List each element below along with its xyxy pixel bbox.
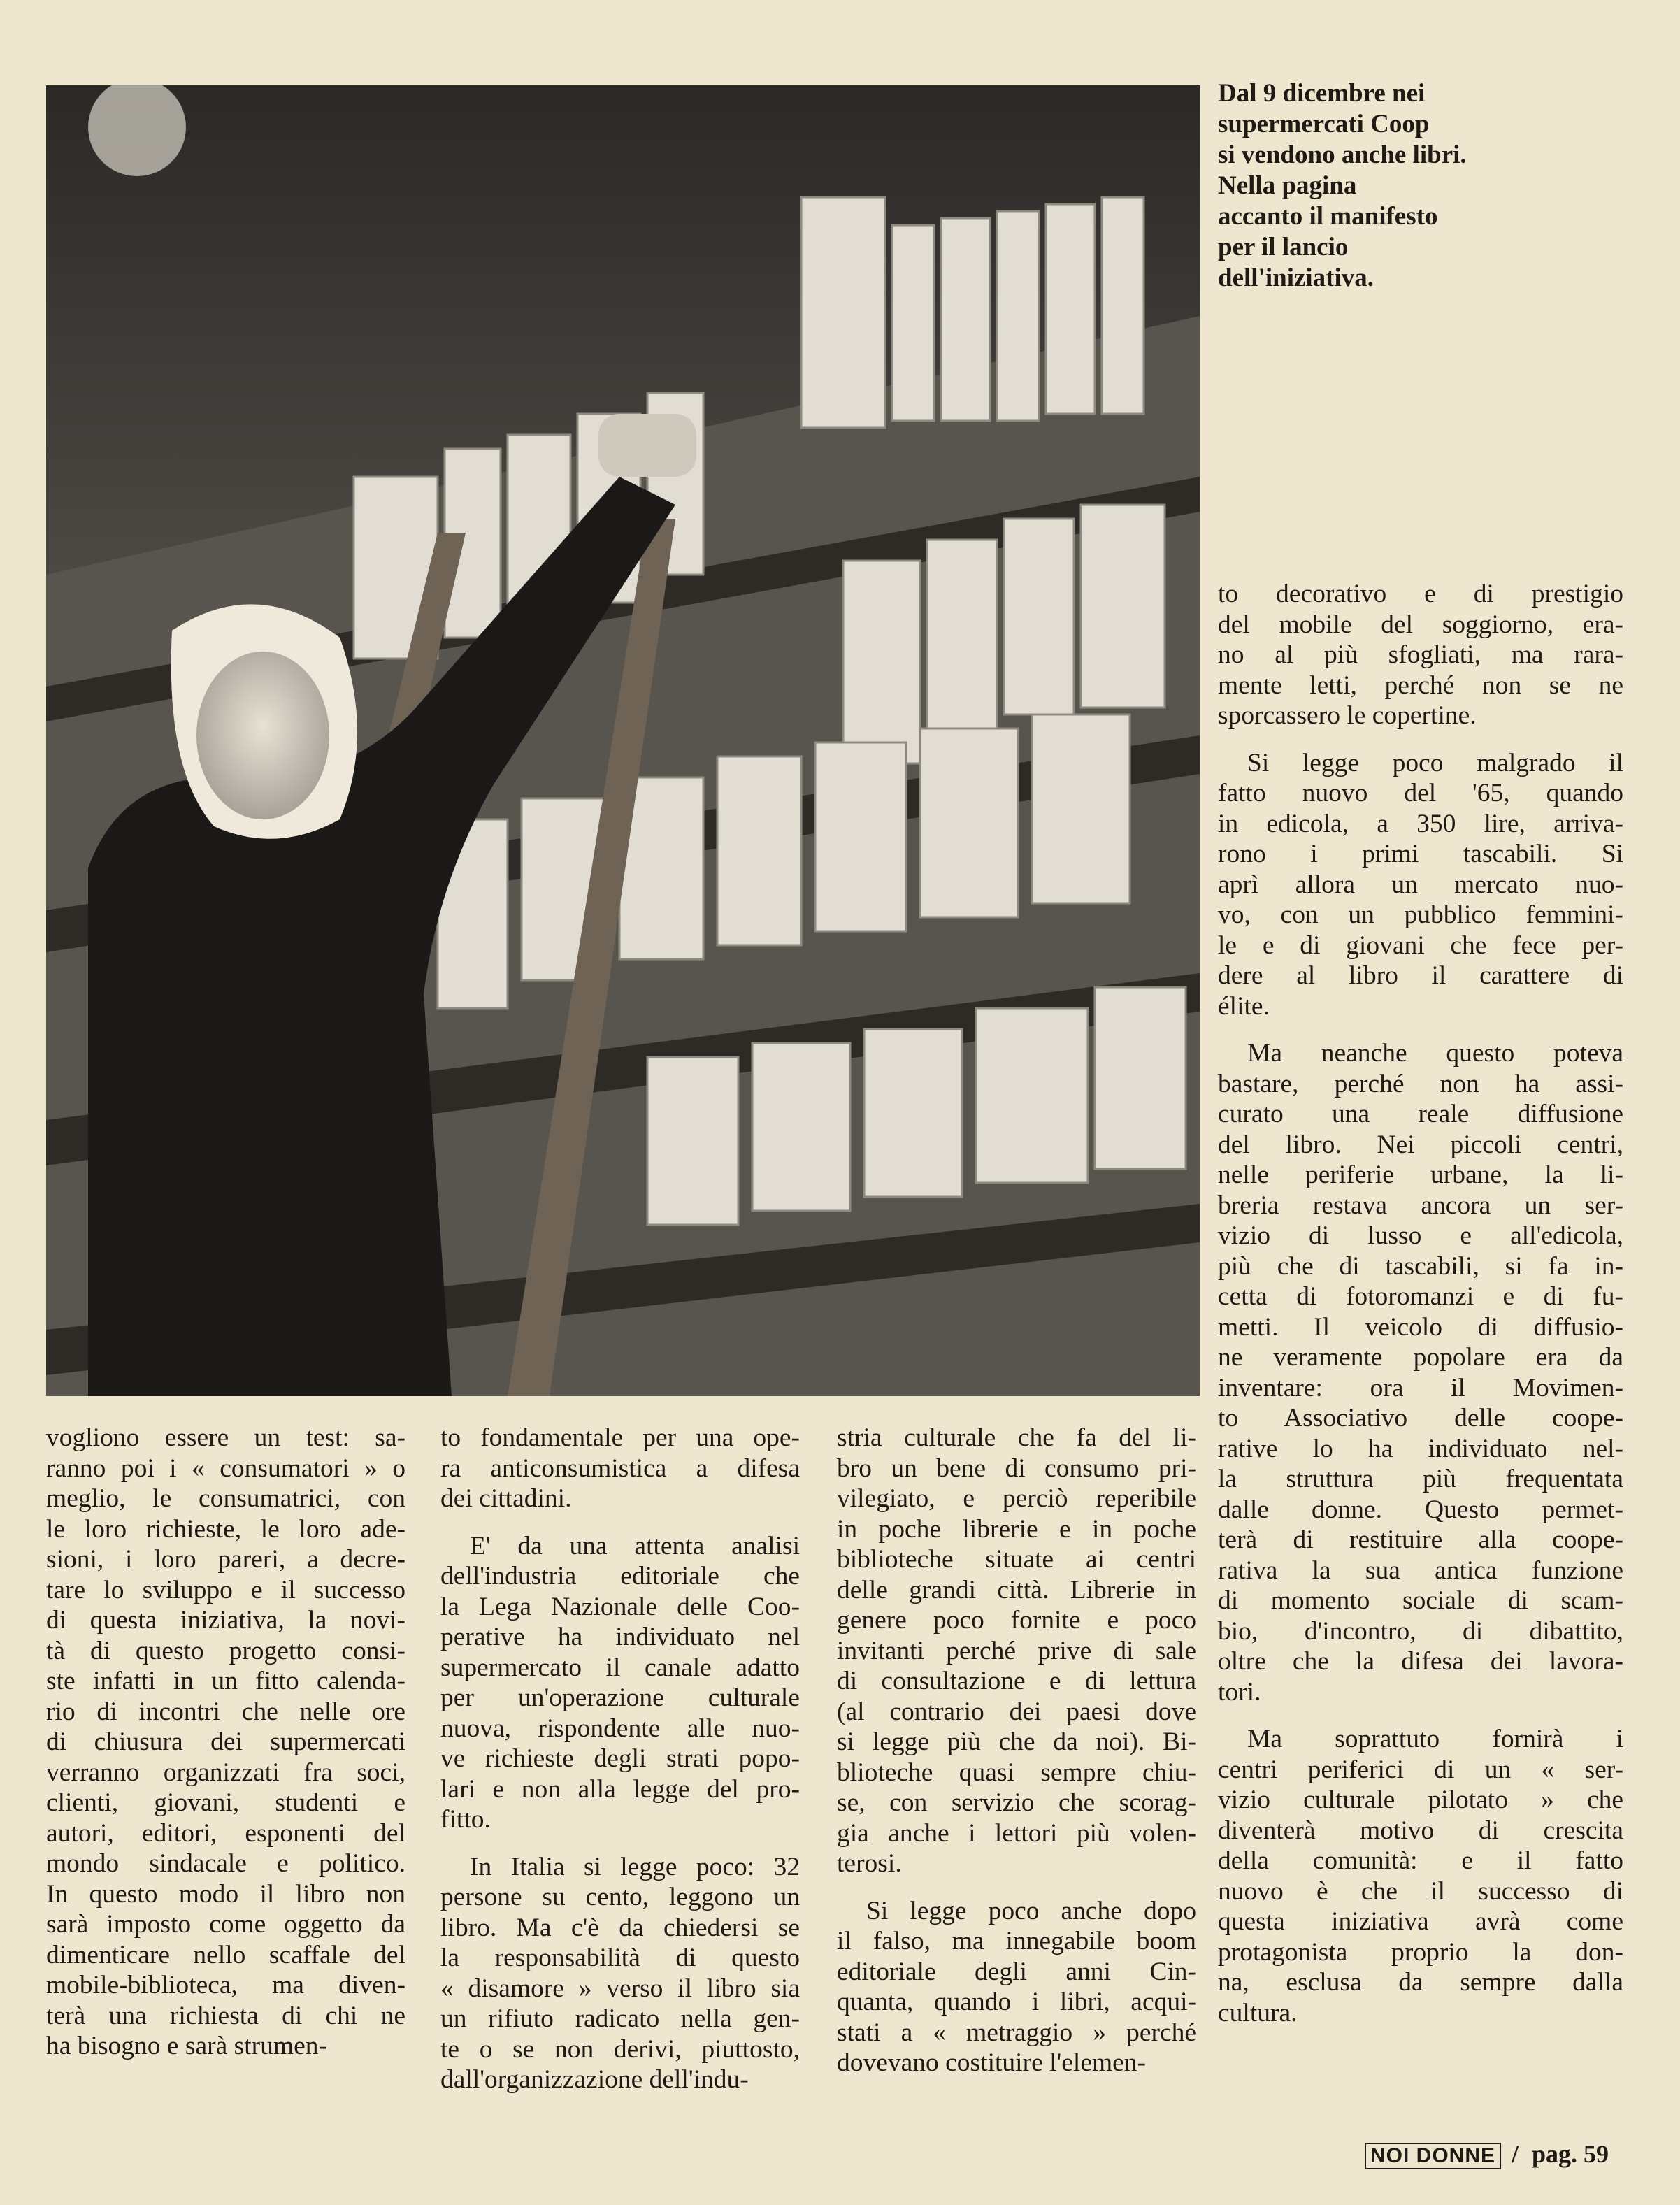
text-line: invitanti perché prive di sale xyxy=(837,1636,1196,1665)
text-line: di consultazione e di lettura xyxy=(837,1667,1196,1695)
text-line: te o se non derivi, piuttosto, xyxy=(440,2034,800,2064)
text-line: rative lo ha individuato nel- xyxy=(1218,1434,1623,1463)
text-line: sporcassero le copertine. xyxy=(1218,701,1477,730)
text-line: E' da una attenta analisi xyxy=(470,1531,800,1560)
text-line: mente letti, perché non se ne xyxy=(1218,670,1623,700)
text-line: persone su cento, leggono un xyxy=(440,1883,800,1911)
text-line: bio, d'incontro, di dibattito, xyxy=(1218,1616,1623,1646)
text-line: protagonista proprio la don- xyxy=(1218,1937,1623,1967)
text-line: biblioteche situate ai centri xyxy=(837,1545,1196,1574)
text-line: sarà imposto come oggetto da xyxy=(46,1910,405,1939)
text-line: genere poco fornite e poco xyxy=(837,1606,1196,1635)
page-number: pag. 59 xyxy=(1532,2140,1609,2168)
text-line: terà di restituire alla coope- xyxy=(1218,1525,1623,1554)
caption-line: si vendono anche libri. xyxy=(1218,141,1467,169)
text-line: inventare: ora il Movimen- xyxy=(1218,1373,1623,1402)
text-line: centri periferici di un « ser- xyxy=(1218,1755,1623,1784)
text-line: (al contrario dei paesi dove xyxy=(837,1697,1196,1726)
text-line: no al più sfogliati, ma rara- xyxy=(1218,640,1623,669)
text-line: dei cittadini. xyxy=(440,1484,572,1513)
text-line: si legge più che da noi). Bi- xyxy=(837,1728,1196,1756)
text-line: delle grandi città. Librerie in xyxy=(837,1575,1196,1604)
text-line: ve richieste degli strati popo- xyxy=(440,1744,800,1773)
text-line: per un'operazione culturale xyxy=(440,1683,800,1712)
text-line: nuovo è che il successo di xyxy=(1218,1876,1623,1906)
text-line: di chiusura dei supermercati xyxy=(46,1728,405,1756)
paragraph-gap xyxy=(440,1835,800,1852)
text-line: della comunità: e il fatto xyxy=(1218,1846,1623,1875)
text-line: tà di questo progetto consi- xyxy=(46,1636,405,1665)
text-line: dovevano costituire l'elemen- xyxy=(837,2048,1147,2077)
text-line: vo, con un pubblico femmini- xyxy=(1218,900,1623,929)
text-line: ra anticonsumistica a difesa xyxy=(440,1453,800,1483)
text-line: nuova, rispondente alle nuo- xyxy=(440,1714,800,1743)
text-line: dall'organizzazione dell'indu- xyxy=(440,2065,749,2094)
text-line: le e di giovani che fece per- xyxy=(1218,931,1623,960)
paragraph-gap xyxy=(1218,1707,1623,1724)
caption-line: per il lancio xyxy=(1218,233,1349,261)
text-line: to Associativo delle coope- xyxy=(1218,1404,1623,1432)
text-line: rativa la sua antica funzione xyxy=(1218,1556,1623,1585)
text-line: lari e non alla legge del pro- xyxy=(440,1774,800,1804)
text-line: blioteche quasi sempre chiu- xyxy=(837,1758,1196,1787)
text-line: rono i primi tascabili. Si xyxy=(1218,840,1623,868)
photo-woman-bookshelf xyxy=(46,85,1200,1396)
text-line: to decorativo e di prestigio xyxy=(1218,580,1623,608)
text-line: dell'industria editoriale che xyxy=(440,1562,800,1590)
text-line: ranno poi i « consumatori » o xyxy=(46,1453,405,1483)
text-line: oltre che la difesa dei lavora- xyxy=(1218,1647,1623,1676)
text-line: rio di incontri che nelle ore xyxy=(46,1697,405,1726)
text-line: in poche librerie e in poche xyxy=(837,1514,1196,1544)
text-line: tare lo sviluppo e il successo xyxy=(46,1575,405,1604)
text-line: di questa iniziativa, la novi- xyxy=(46,1606,405,1635)
text-line: dere al libro il carattere di xyxy=(1218,961,1623,990)
text-line: autori, editori, esponenti del xyxy=(46,1818,405,1848)
text-line: diventerà motivo di crescita xyxy=(1218,1816,1623,1845)
caption-line: dell'iniziativa. xyxy=(1218,264,1374,292)
photo-illustration xyxy=(46,85,1200,1396)
text-line: fatto nuovo del '65, quando xyxy=(1218,779,1623,807)
text-line: dalle donne. Questo permet- xyxy=(1218,1495,1623,1524)
text-line: élite. xyxy=(1218,991,1270,1021)
text-line: In questo modo il libro non xyxy=(46,1879,405,1909)
text-line: ne veramente popolare era da xyxy=(1218,1343,1623,1372)
photo-caption xyxy=(1218,78,1651,294)
paragraph-gap xyxy=(837,1879,1196,1896)
footer-separator: / xyxy=(1512,2140,1519,2168)
text-line: perative ha individuato nel xyxy=(440,1623,800,1651)
text-line: vizio culturale pilotato » che xyxy=(1218,1786,1623,1814)
text-line: tori. xyxy=(1218,1677,1261,1707)
text-column-1 xyxy=(46,1423,405,2062)
text-line: del mobile del soggiorno, era- xyxy=(1218,610,1623,639)
caption-line: supermercati Coop xyxy=(1218,110,1430,138)
paragraph-gap xyxy=(1218,1021,1623,1038)
text-line: quanta, quando i libri, acqui- xyxy=(837,1988,1196,2016)
paragraph-gap xyxy=(440,1514,800,1531)
text-line: la struttura più frequentata xyxy=(1218,1465,1623,1493)
text-line: na, esclusa da sempre dalla xyxy=(1218,1968,1623,1997)
text-line: supermercato il canale adatto xyxy=(440,1653,800,1682)
text-line: sioni, i loro pareri, a decre- xyxy=(46,1545,405,1574)
text-line: metti. Il veicolo di diffusio- xyxy=(1218,1312,1623,1342)
text-line: del libro. Nei piccoli centri, xyxy=(1218,1130,1623,1159)
text-line: « disamore » verso il libro sia xyxy=(440,1974,800,2003)
text-line: to fondamentale per una ope- xyxy=(440,1423,800,1452)
text-line: vizio di lusso e all'edicola, xyxy=(1218,1221,1623,1250)
text-line: ha bisogno e sarà strumen- xyxy=(46,2032,327,2060)
paragraph-gap xyxy=(1218,731,1623,748)
text-line: vogliono essere un test: sa- xyxy=(46,1423,405,1452)
text-line: dimenticare nello scaffale del xyxy=(46,1940,405,1969)
text-line: cetta di fotoromanzi e di fu- xyxy=(1218,1282,1623,1311)
text-line: Si legge poco malgrado il xyxy=(1247,748,1623,777)
text-column-2 xyxy=(440,1423,800,2095)
text-line: Si legge poco anche dopo xyxy=(866,1896,1196,1925)
caption-line: Dal 9 dicembre nei xyxy=(1218,79,1426,108)
text-line: se, con servizio che scorag- xyxy=(837,1788,1196,1817)
text-line: Ma neanche questo poteva xyxy=(1247,1039,1623,1068)
text-line: clienti, giovani, studenti e xyxy=(46,1788,405,1817)
text-line: la responsabilità di questo xyxy=(440,1944,800,1972)
text-line: in edicola, a 350 lire, arriva- xyxy=(1218,809,1623,838)
text-line: nelle periferie urbane, la li- xyxy=(1218,1161,1623,1189)
text-line: aprì allora un mercato nuo- xyxy=(1218,870,1623,899)
text-line: mondo sindacale e politico. xyxy=(46,1849,405,1878)
magazine-logo: NOI DONNE xyxy=(1365,2143,1501,2169)
text-line: terà una richiesta di chi ne xyxy=(46,2001,405,2030)
text-line: cultura. xyxy=(1218,1998,1298,2027)
text-line: questa iniziativa avrà come xyxy=(1218,1907,1623,1936)
text-line: stati a « metraggio » perché xyxy=(837,2018,1196,2047)
text-line: di momento sociale di scam- xyxy=(1218,1586,1623,1615)
text-line: curato una reale diffusione xyxy=(1218,1100,1623,1128)
caption-line: accanto il manifesto xyxy=(1218,202,1438,231)
page-footer xyxy=(1365,2139,1609,2169)
text-line: vilegiato, e perciò reperibile xyxy=(837,1484,1196,1513)
text-line: Ma soprattuto fornirà i xyxy=(1247,1725,1623,1753)
text-line: bro un bene di consumo pri- xyxy=(837,1453,1196,1483)
text-line: stria culturale che fa del li- xyxy=(837,1423,1196,1452)
caption-line: Nella pagina xyxy=(1218,171,1357,200)
text-line: verranno organizzati fra soci, xyxy=(46,1758,405,1787)
text-line: In Italia si legge poco: 32 xyxy=(470,1852,800,1881)
text-line: breria restava ancora un ser- xyxy=(1218,1191,1623,1220)
text-line: libro. Ma c'è da chiedersi se xyxy=(440,1913,800,1942)
text-line: mobile-biblioteca, ma diven- xyxy=(46,1971,405,1999)
text-line: la Lega Nazionale delle Coo- xyxy=(440,1592,800,1621)
text-line: gia anche i lettori più volen- xyxy=(837,1818,1196,1848)
text-line: il falso, ma innegabile boom xyxy=(837,1927,1196,1955)
text-line: editoriale degli anni Cin- xyxy=(837,1957,1196,1986)
text-line: bastare, perché non ha assi- xyxy=(1218,1069,1623,1098)
text-line: terosi. xyxy=(837,1849,902,1878)
text-column-4 xyxy=(1218,579,1623,2028)
text-line: un rifiuto radicato nella gen- xyxy=(440,2004,800,2033)
text-line: ste infatti in un fitto calenda- xyxy=(46,1667,405,1695)
text-column-3 xyxy=(837,1423,1196,2078)
text-line: le loro richieste, le loro ade- xyxy=(46,1514,405,1544)
text-line: più che di tascabili, si fa in- xyxy=(1218,1251,1623,1281)
text-line: fitto. xyxy=(440,1805,491,1834)
text-line: meglio, le consumatrici, con xyxy=(46,1484,405,1513)
